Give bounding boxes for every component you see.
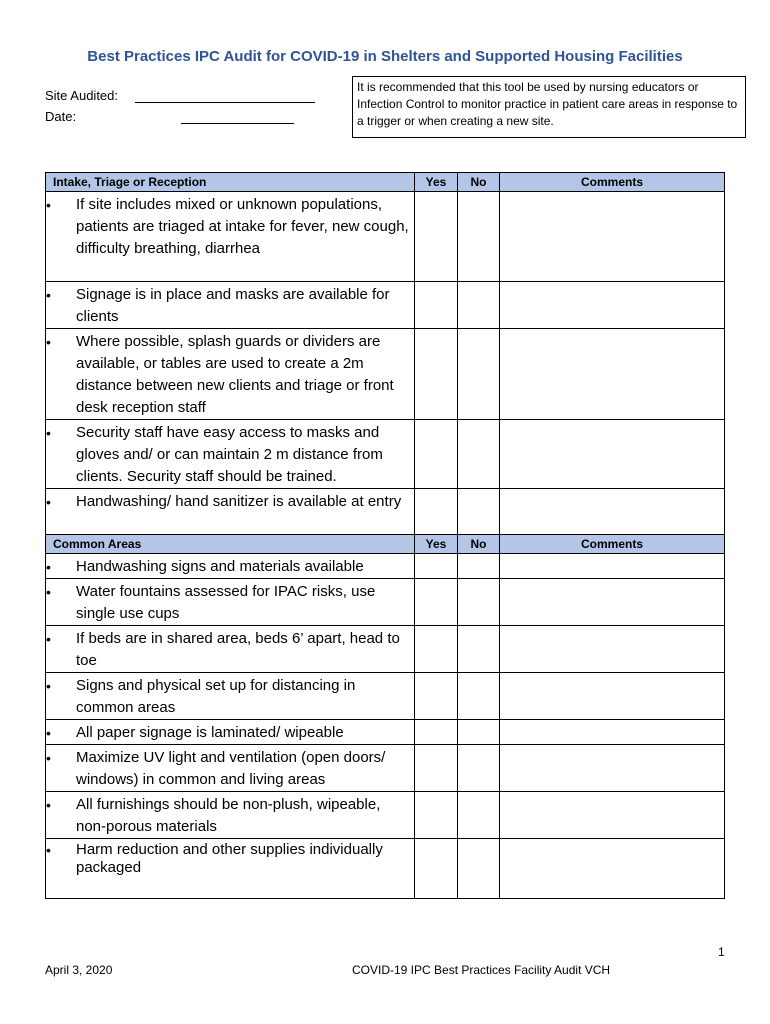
comments-cell[interactable] [500, 192, 725, 282]
checklist-item: Where possible, splash guards or dividers are available, or tables are used to create a 2m distance between new clients and triage or front desk reception staff [76, 333, 394, 416]
yes-cell[interactable] [415, 489, 458, 535]
document-title: Best Practices IPC Audit for COVID-19 in Shelters and Supported Housing Facilities [87, 48, 683, 65]
no-cell[interactable] [458, 329, 500, 420]
yes-cell[interactable] [415, 192, 458, 282]
no-cell[interactable] [458, 720, 500, 745]
table-row [46, 792, 725, 839]
checklist-item: If site includes mixed or unknown populations, patients are triaged at intake for fever, new cough, difficulty breathing, diarrhea [76, 196, 409, 257]
yes-cell[interactable] [415, 554, 458, 579]
comments-cell[interactable] [500, 720, 725, 745]
comments-cell[interactable] [500, 282, 725, 329]
no-cell[interactable] [458, 192, 500, 282]
bullet-icon: • [46, 725, 51, 741]
bullet-icon: • [46, 678, 51, 694]
checklist-item: Security staff have easy access to masks and gloves and/ or can maintain 2 m distance from clients. Security staff should be trained. [76, 424, 383, 485]
comments-cell[interactable] [500, 489, 725, 535]
yes-cell[interactable] [415, 579, 458, 626]
bullet-icon: • [46, 750, 51, 766]
no-cell[interactable] [458, 579, 500, 626]
no-cell[interactable] [458, 420, 500, 489]
checklist-item: Water fountains assessed for IPAC risks, use single use cups [76, 583, 376, 622]
no-cell[interactable] [458, 792, 500, 839]
site-audited-line[interactable] [135, 102, 315, 103]
checklist-item: Signs and physical set up for distancing in common areas [76, 677, 356, 716]
table-row [46, 282, 725, 329]
bullet-icon: • [46, 197, 51, 213]
no-cell[interactable] [458, 745, 500, 792]
yes-cell[interactable] [415, 792, 458, 839]
bullet-icon: • [46, 631, 51, 647]
table-row [46, 420, 725, 489]
comments-cell[interactable] [500, 839, 725, 899]
bullet-icon: • [46, 287, 51, 303]
audit-table [45, 172, 725, 899]
footer-document-name: COVID-19 IPC Best Practices Facility Audit VCH [352, 963, 611, 977]
bullet-icon: • [46, 425, 51, 441]
table-row [46, 745, 725, 792]
bullet-icon: • [46, 842, 51, 858]
yes-column-header: Yes [415, 535, 458, 554]
table-row [46, 673, 725, 720]
site-audited-label: Site Audited: [45, 88, 118, 103]
page-number: 1 [718, 945, 725, 959]
yes-column-header: Yes [415, 173, 458, 192]
checklist-item: Handwashing/ hand sanitizer is available at entry [76, 493, 402, 510]
comments-column-header: Comments [500, 173, 725, 192]
comments-cell[interactable] [500, 673, 725, 720]
section-heading: Common Areas [46, 535, 415, 554]
table-row [46, 839, 725, 899]
footer-date: April 3, 2020 [45, 963, 113, 977]
comments-cell[interactable] [500, 745, 725, 792]
checklist-item: Signage is in place and masks are available for clients [76, 286, 390, 325]
bullet-icon: • [46, 797, 51, 813]
no-cell[interactable] [458, 673, 500, 720]
date-line[interactable] [181, 123, 294, 124]
date-label: Date: [45, 109, 77, 124]
bullet-icon: • [46, 559, 51, 575]
recommendation-note: It is recommended that this tool be used by nursing educators or Infection Control to monitor practice in patient care areas in response to a trigger or when creating a new site. [352, 76, 746, 138]
no-cell[interactable] [458, 282, 500, 329]
checklist-item: Handwashing signs and materials available [76, 558, 364, 575]
comments-cell[interactable] [500, 329, 725, 420]
table-row [46, 192, 725, 282]
checklist-item: Harm reduction and other supplies individually packaged [76, 841, 383, 876]
section-header-common-areas [46, 535, 725, 554]
yes-cell[interactable] [415, 673, 458, 720]
comments-cell[interactable] [500, 554, 725, 579]
no-column-header: No [458, 535, 500, 554]
yes-cell[interactable] [415, 745, 458, 792]
table-row [46, 720, 725, 745]
yes-cell[interactable] [415, 420, 458, 489]
comments-cell[interactable] [500, 792, 725, 839]
section-heading: Intake, Triage or Reception [46, 173, 415, 192]
yes-cell[interactable] [415, 839, 458, 899]
table-row [46, 579, 725, 626]
table-row [46, 626, 725, 673]
no-cell[interactable] [458, 839, 500, 899]
no-column-header: No [458, 173, 500, 192]
table-row [46, 554, 725, 579]
bullet-icon: • [46, 494, 51, 510]
comments-cell[interactable] [500, 420, 725, 489]
no-cell[interactable] [458, 626, 500, 673]
no-cell[interactable] [458, 554, 500, 579]
yes-cell[interactable] [415, 720, 458, 745]
yes-cell[interactable] [415, 282, 458, 329]
comments-cell[interactable] [500, 626, 725, 673]
bullet-icon: • [46, 584, 51, 600]
checklist-item: If beds are in shared area, beds 6’ apart, head to toe [76, 630, 400, 669]
table-row [46, 489, 725, 535]
comments-column-header: Comments [500, 535, 725, 554]
no-cell[interactable] [458, 489, 500, 535]
checklist-item: All paper signage is laminated/ wipeable [76, 724, 344, 741]
bullet-icon: • [46, 334, 51, 350]
yes-cell[interactable] [415, 626, 458, 673]
checklist-item: All furnishings should be non-plush, wipeable, non-porous materials [76, 796, 381, 835]
table-row [46, 329, 725, 420]
yes-cell[interactable] [415, 329, 458, 420]
checklist-item: Maximize UV light and ventilation (open doors/ windows) in common and living areas [76, 749, 386, 788]
section-header-intake [46, 173, 725, 192]
comments-cell[interactable] [500, 579, 725, 626]
